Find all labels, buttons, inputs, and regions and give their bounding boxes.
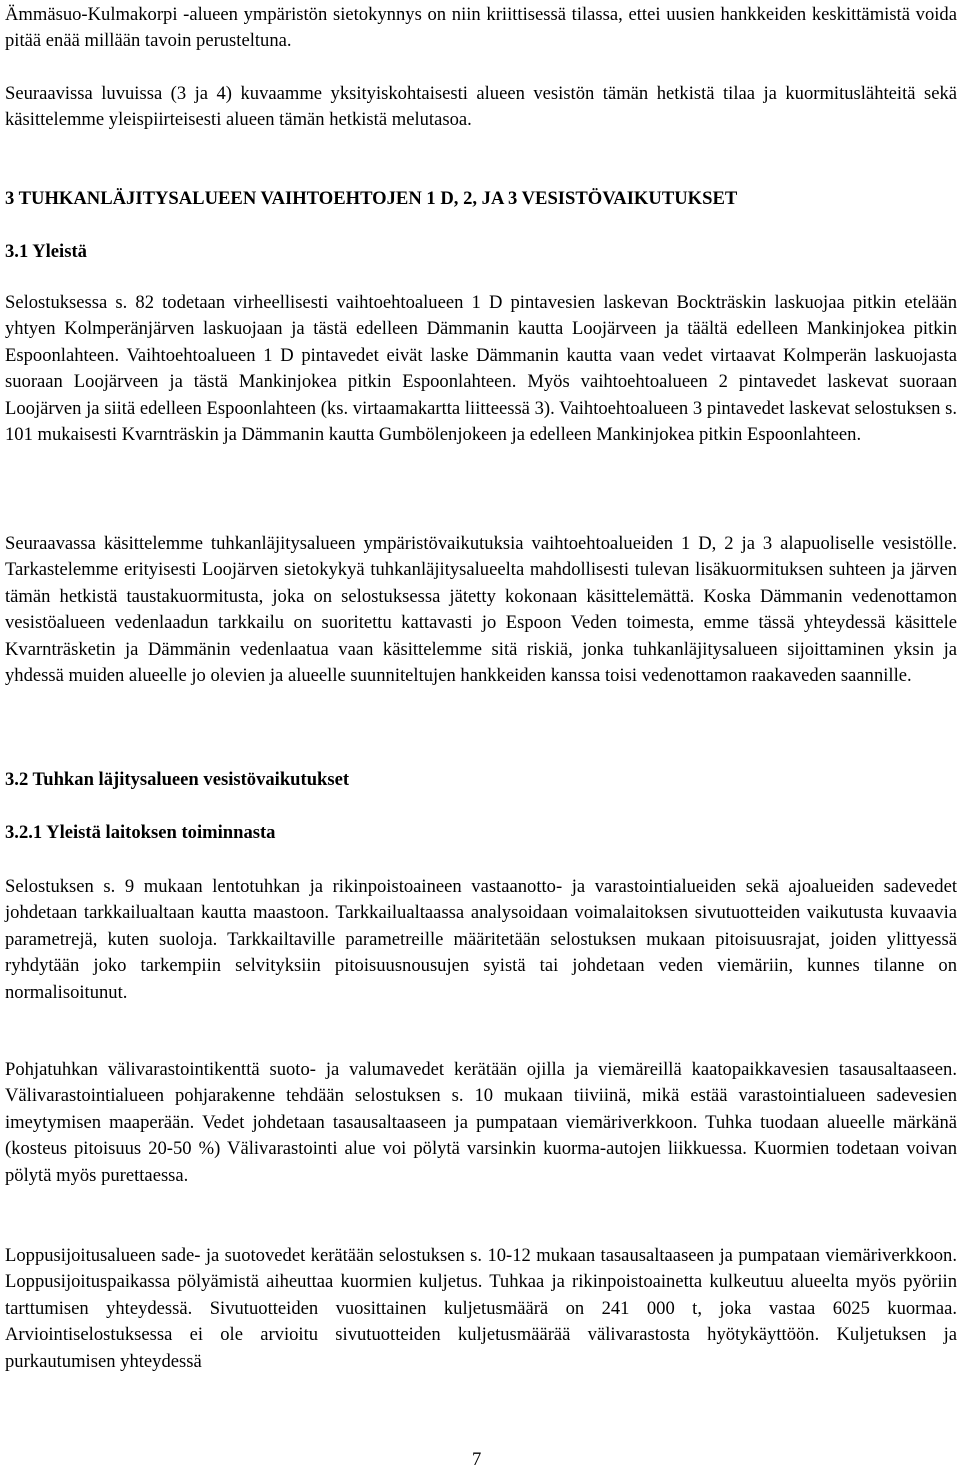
section-3-1-heading: 3.1 Yleistä [5,241,87,262]
section-3-2-1-heading: 3.2.1 Yleistä laitoksen toiminnasta [5,822,276,843]
section-3-heading: 3 TUHKANLÄJITYSALUEEN VAIHTOEHTOJEN 1 D, 2, JA 3 VESISTÖVAIKUTUKSET [5,188,738,209]
section-3-1-paragraph-1: Selostuksessa s. 82 todetaan virheellisesti vaihtoehtoalueen 1 D pintavesien laskevan Bockträskin laskuojaa pitkin etelään yhtyen Kolmperänjärven laskuojaan ja tästä edelleen Dämmanin kautta Loojärveen ja täältä edelleen Mankinjokea pitkin Espoonlahteen. Vaihtoehtoalueen 1 D pintavedet eivät laske Dämmanin kautta vaan vedet virtaavat Kolmperän laskuojasta suoraan Loojärveen ja tästä Mankinjokea pitkin Espoonlahteen. Myös vaihtoehtoalueen 2 pintavedet laskevat suoraan Loojärven ja siitä edelleen Espoonlahteen (ks. virtaamakartta liitteessä 3). Vaihtoehtoalueen 3 pintavedet laskevat selostuksen s. 101 mukaisesti Kvarnträskin ja Dämmanin kautta Gumbölenjokeen ja edelleen Mankinjokea pitkin Espoonlahteen. [5,292,957,446]
section-3-2-1-paragraph-3: Loppusijoitusalueen sade- ja suotovedet kerätään selostuksen s. 10-12 mukaan tasausaltaaseen ja pumpataan viemäriverkkoon. Loppusijoituspaikassa pölyämistä aiheuttaa kuormien kuljetus. Tuhkaa ja rikinpoistoainetta kulkeutuu alueelta myös pyöriin tarttumisen yhteydessä. Sivutuotteiden vuosittainen kuljetusmäärä on 241 000 t, joka vastaa 6025 kuormaa. Arviointiselostuksessa ei ole arvioitu sivutuotteiden kuljetusmäärää välivarastosta hyötykäyttöön. Kuljetuksen ja purkautumisen yhteydessä [5,1245,957,1372]
intro-paragraph-2: Seuraavissa luvuissa (3 ja 4) kuvaamme yksityiskohtaisesti alueen vesistön tämän hetkistä tilaa ja kuormituslähteitä sekä käsittelemme yleispiirteisesti alueen tämän hetkistä melutasoa. [5,83,957,131]
page-number: 7 [472,1449,482,1470]
intro-paragraph-1: Ämmäsuo-Kulmakorpi -alueen ympäristön sietokynnys on niin kriittisessä tilassa, ettei uusien hankkeiden keskittämistä voida pitää enää millään tavoin perusteltuna. [5,4,957,52]
section-3-2-heading: 3.2 Tuhkan läjitysalueen vesistövaikutukset [5,769,350,790]
document-page [5,0,957,1471]
section-3-2-1-paragraph-1: Selostuksen s. 9 mukaan lentotuhkan ja rikinpoistoaineen vastaanotto- ja varastointialueiden sekä ajoalueiden sadevedet johdetaan tarkkailualtaan kautta maastoon. Tarkkailualtaassa analysoidaan voimalaitoksen sivutuotteiden vaikutusta kuvaavia parametrejä, kuten suoloja. Tarkkailtaville parametreille määritetään selostuksen mukaan pitoisuusrajat, joiden ylittyessä ryhdytään joko tarkempiin selvityksiin pitoisuusnousujen syistä tai johdetaan veden viemäriin, kunnes tilanne on normalisoitunut. [5,876,957,1003]
section-3-1-paragraph-2: Seuraavassa käsittelemme tuhkanläjitysalueen ympäristövaikutuksia vaihtoehtoalueiden 1 D, 2 ja 3 alapuoliselle vesistölle. Tarkastelemme erityisesti Loojärven sietokykyä tuhkanläjitysalueelta mahdollisesti tulevan lisäkuormituksen suhteen ja järven tämän hetkistä taustakuormitusta, joka on selostuksessa jätetty kokonaan käsittelemättä. Koska Dämmanin vedenottamon vesistöalueen vedenlaadun tarkkailu on suoritettu kattavasti jo Espoon Veden toimesta, emme tässä yhteydessä käsittele Kvarnträsketin ja Dämmänin vedenlaatua vaan käsittelemme sitä riskiä, jonka tuhkanläjitysalueen sijoittaminen yksin ja yhdessä muiden alueelle jo olevien ja alueelle suunniteltujen hankkeiden kanssa toisi vedenottamon raakaveden saannille. [5,533,957,687]
section-3-2-1-paragraph-2: Pohjatuhkan välivarastointikenttä suoto- ja valumavedet kerätään ojilla ja viemäreillä kaatopaikkavesien tasausaltaaseen. Välivarastointialueen pohjarakenne tehdään selostuksen s. 10 mukaan tiiviinä, mikä estää varastointialueen sadevesien imeytymisen maaperään. Vedet johdetaan tasausaltaaseen ja pumpataan viemäriverkkoon. Tuhka tuodaan alueelle märkänä (kosteus pitoisuus 20-50 %) Välivarastointi alue voi pölytä varsinkin kuorma-autojen liikkuessa. Kuormien todetaan voivan pölytä myös purettaessa. [5,1059,957,1186]
